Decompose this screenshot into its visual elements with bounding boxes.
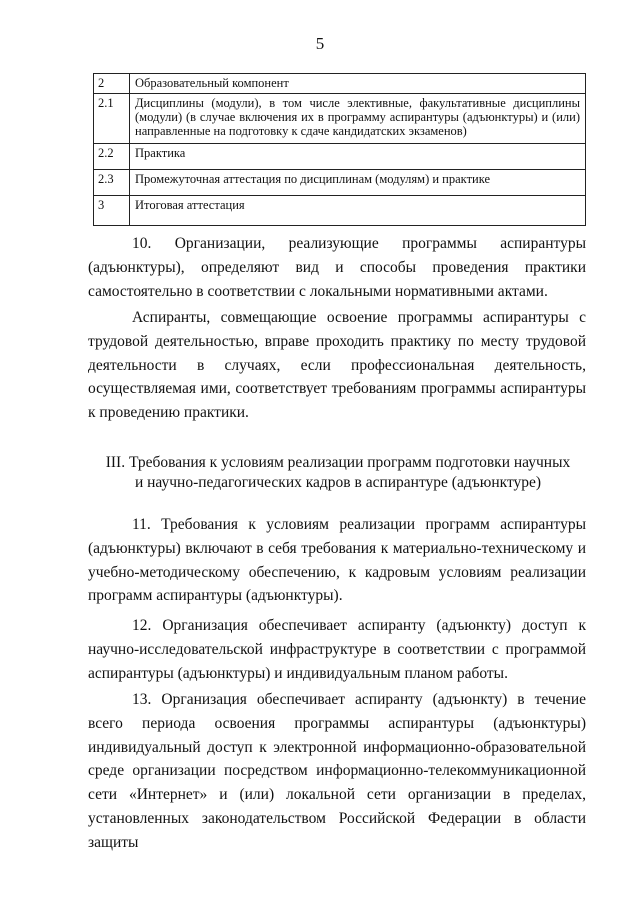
section-heading [100,453,576,493]
row-description: Итоговая аттестация [130,196,586,226]
paragraph-10-continued: Аспиранты, совмещающие освоение программы аспирантуры с трудовой деятельностью, вправе проходить практику по месту трудовой деятельности в случаях, если профессиональная деятельность, осуществляемая ими, соответствует требованиям программы аспирантуры к проведению практики. [88,309,586,422]
paragraph-11: 11. Требования к условиям реализации программ аспирантуры (адъюнктуры) включают в себя требования к материально-техническому и учебно-методическому обеспечению, к кадровым условиям реализации программ аспирантуры (адъюнктуры). [88,516,586,605]
curriculum-structure-table [93,73,586,226]
table-row [94,94,586,144]
table-row [94,74,586,94]
page-number: 5 [315,34,325,53]
row-number: 2 [94,74,130,94]
row-number: 3 [94,196,130,226]
table-row [94,170,586,196]
paragraph-13: 13. Организация обеспечивает аспиранту (адъюнкту) в течение всего периода освоения программы аспирантуры (адъюнктуры) индивидуальный доступ к электронной информационно-образовательной среде организации посредством информационно-телекоммуникационной сети «Интернет» и (или) локальной сети организации в пределах, установленных законодательством Российской Федерации в области защиты [88,691,586,851]
table-row [94,144,586,170]
paragraph-12: 12. Организация обеспечивает аспиранту (адъюнкту) доступ к научно-исследовательской инфраструктуре в соответствии с программой аспирантуры (адъюнктуры) и индивидуальным планом работы. [88,617,586,682]
row-description: Промежуточная аттестация по дисциплинам (модулям) и практике [130,170,586,196]
row-number: 2.1 [94,94,130,144]
row-number: 2.2 [94,144,130,170]
row-description: Дисциплины (модули), в том числе элективные, факультативные дисциплины (модули) (в случае включения их в программу аспирантуры (адъюнктуры) и (или) направленные на подготовку к сдаче кандидатских экзаменов) [130,94,586,144]
row-description: Образовательный компонент [130,74,586,94]
section-heading-line-1: III. Требования к условиям реализации программ подготовки научных [105,454,571,471]
row-number: 2.3 [94,170,130,196]
table-row [94,196,586,226]
row-description: Практика [130,144,586,170]
paragraph-10: 10. Организации, реализующие программы аспирантуры (адъюнктуры), определяют вид и способы проведения практики самостоятельно в соответствии с локальными нормативными актами. [88,235,586,300]
section-heading-line-2: и научно-педагогических кадров в аспирантуре (адъюнктуре) [134,474,542,491]
